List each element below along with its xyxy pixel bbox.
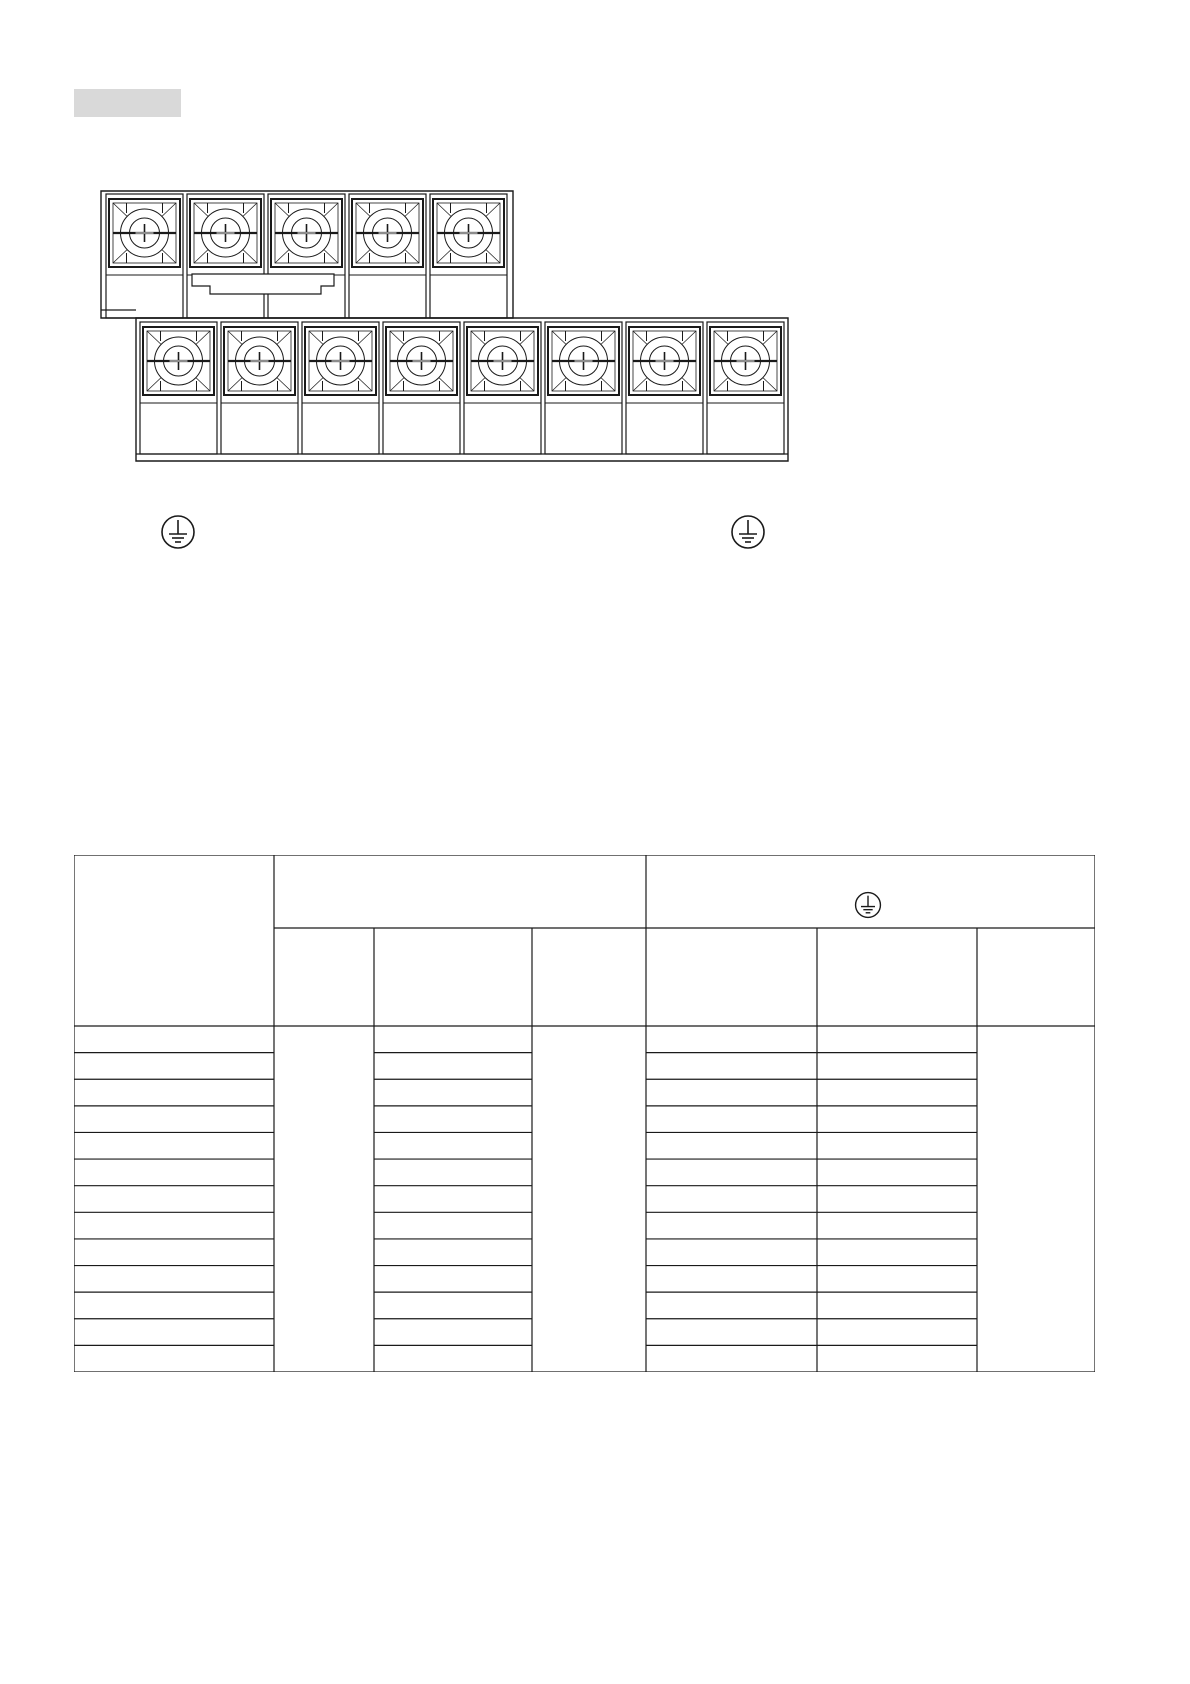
terminal-bottom-8 [707,322,784,454]
terminal-bottom-2 [221,322,298,454]
terminal-bottom-1 [140,322,217,454]
terminal-top-4 [349,194,426,318]
protective-earth-icon [730,514,766,550]
terminal-top-3 [268,194,345,318]
terminal-block-drawing [96,186,796,468]
terminal-bridge [192,274,334,294]
terminal-top-5 [430,194,507,318]
terminal-bottom-3 [302,322,379,454]
terminal-bottom-7 [626,322,703,454]
terminal-bottom-4 [383,322,460,454]
protective-earth-icon [854,891,882,919]
terminal-top-2 [187,194,264,318]
spec-table-grid [74,855,1095,1372]
terminal-bottom-5 [464,322,541,454]
protective-earth-icon [160,514,196,550]
terminal-top-1 [106,194,183,318]
terminal-block-svg [96,186,796,468]
section-tab [74,89,181,117]
spec-table [74,855,1095,1372]
terminal-bottom-6 [545,322,622,454]
bottom-housing [136,318,788,461]
